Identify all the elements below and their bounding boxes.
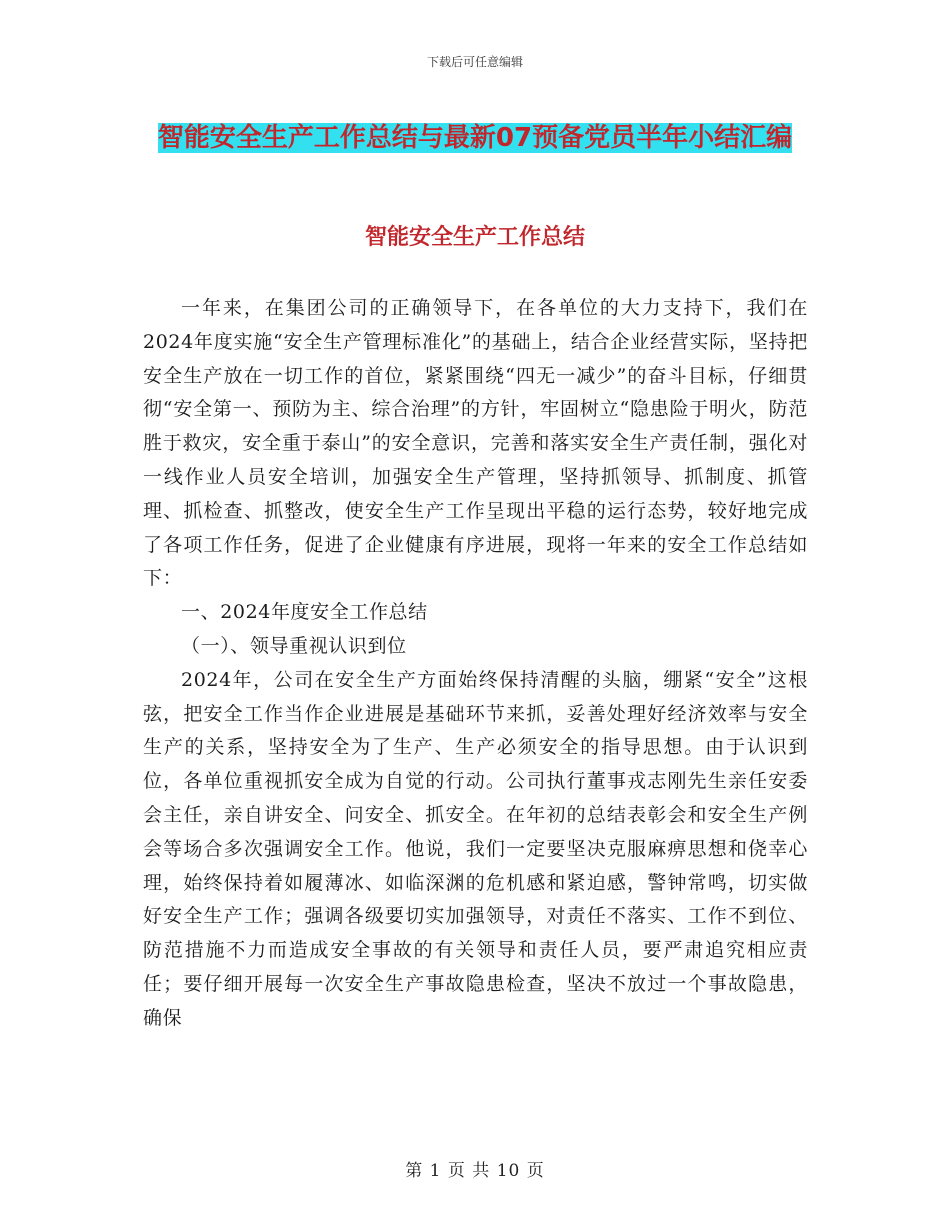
paragraph-intro: 一年来，在集团公司的正确领导下，在各单位的大力支持下，我们在2024年度实施“安全生产管理标准化”的基础上，结合企业经营实际，坚持把安全生产放在一切工作的首位，紧紧围绕“四无一减少”的奋斗目标，仔细贯彻“安全第一、预防为主、综合治理”的方针，牢固树立“隐患险于明火，防范胜于救灾，安全重于泰山”的安全意识，完善和落实安全生产责任制，强化对一线作业人员安全培训，加强安全生产管理，坚持抓领导、抓制度、抓管理、抓检查、抓整改，使安全生产工作呈现出平稳的运行态势，较好地完成了各项工作任务，促进了企业健康有序进展，现将一年来的安全工作总结如下： [143, 297, 808, 590]
body-text [143, 292, 808, 1036]
heading-section-one: 一、2024年度安全工作总结 [181, 601, 428, 624]
section-title: 智能安全生产工作总结 [364, 225, 585, 250]
page-footer: 第 1 页 共 10 页 [405, 1161, 545, 1181]
document-title [140, 110, 810, 166]
document-title-text: 智能安全生产工作总结与最新07预备党员半年小结汇编 [157, 123, 793, 153]
header-note: 下载后可任意编辑 [426, 55, 523, 69]
heading-subsection-one: （一）、领导重视认识到位 [181, 634, 407, 657]
paragraph-leadership: 2024年，公司在安全生产方面始终保持清醒的头脑，绷紧“安全”这根弦，把安全工作当作企业进展是基础环节来抓，妥善处理好经济效率与安全生产的关系，坚持安全为了生产、生产必须安全的指导思想。由于认识到位，各单位重视抓安全成为自觉的行动。公司执行董事戎志刚先生亲任安委会主任，亲自讲安全、问安全、抓安全。在年初的总结表彰会和安全生产例会等场合多次强调安全工作。他说，我们一定要坚决克服麻痹思想和侥幸心理，始终保持着如履薄冰、如临深渊的危机感和紧迫感，警钟常鸣，切实做好安全生产工作；强调各级要切实加强领导，对责任不落实、工作不到位、防范措施不力而造成安全事故的有关领导和责任人员，要严肃追究相应责任；要仔细开展每一次安全生产事故隐患检查，坚决不放过一个事故隐患，确保 [143, 668, 808, 1029]
